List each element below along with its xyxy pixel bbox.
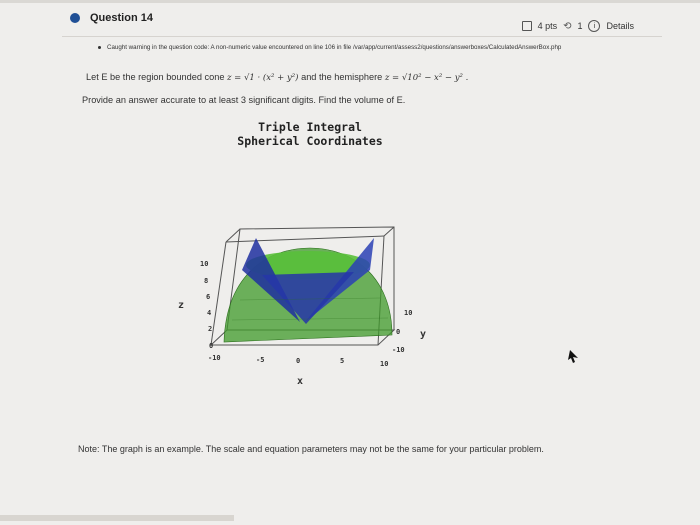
- cursor-icon: [568, 350, 578, 363]
- z-axis-ticks: [200, 260, 213, 350]
- z-tick: 6: [206, 293, 211, 301]
- y-axis-ticks: [392, 309, 412, 354]
- bottom-scrollbar[interactable]: [0, 515, 234, 521]
- top-border: [0, 0, 700, 3]
- problem-and: and the hemisphere: [301, 72, 383, 82]
- bullet-icon: [98, 46, 101, 49]
- plot-box: [211, 227, 394, 345]
- plot-title-line-1: Triple Integral: [258, 120, 362, 134]
- hemisphere-equation: z = √10² − x² − y² .: [384, 73, 469, 83]
- x-tick: 5: [340, 357, 345, 365]
- warning-item: [98, 44, 561, 51]
- question-title: Question 14: [90, 12, 153, 24]
- y-tick: 10: [404, 309, 413, 317]
- x-tick: 0: [296, 357, 301, 365]
- cone-left: [242, 238, 300, 322]
- question-meta: [522, 20, 634, 32]
- z-tick: 8: [204, 277, 209, 285]
- z-tick: 2: [208, 325, 213, 333]
- x-axis-ticks: [208, 354, 388, 368]
- y-tick: 0: [396, 328, 401, 336]
- question-header: [70, 12, 153, 24]
- problem-intro: Let E be the region bounded cone: [86, 72, 225, 82]
- y-tick: -10: [392, 346, 405, 354]
- x-tick: -5: [256, 356, 265, 364]
- y-axis-label: y: [420, 329, 427, 340]
- x-axis-label: x: [297, 376, 304, 387]
- hemisphere-surface: [224, 248, 392, 342]
- info-icon[interactable]: i: [588, 20, 600, 32]
- z-tick: 4: [207, 309, 212, 317]
- hemisphere-cap: [246, 251, 370, 279]
- z-tick: 10: [200, 260, 209, 268]
- warning-text: Caught warning in the question code: A non-numeric value encountered on line 106 in file /var/app/current/assess2/questions/answerboxes/CalculatedAnswerBox.php: [107, 44, 562, 51]
- status-dot-icon: [70, 13, 80, 23]
- details-link[interactable]: Details: [606, 21, 634, 31]
- problem-line-1: [86, 72, 468, 83]
- cone-right: [305, 238, 374, 322]
- cone-body: [262, 272, 354, 324]
- points-label: 4 pts: [537, 21, 558, 31]
- graph-note: Note: The graph is an example. The scale and equation parameters may not be the same for your particular problem.: [78, 444, 544, 454]
- plot-title-line-2: Spherical Coordinates: [237, 134, 383, 148]
- x-tick: 10: [380, 360, 389, 368]
- header-divider: [62, 36, 662, 37]
- checkbox-icon: [522, 21, 532, 31]
- attempts-count: 1: [577, 21, 583, 31]
- z-axis-label: z: [178, 300, 185, 311]
- x-tick: -10: [208, 354, 221, 362]
- z-tick: 0: [209, 342, 214, 350]
- retry-icon: ⟲: [563, 20, 572, 32]
- cone-equation: z = √1 · (x² + y²): [227, 73, 299, 83]
- problem-line-2: Provide an answer accurate to at least 3 significant digits. Find the volume of E.: [82, 95, 406, 105]
